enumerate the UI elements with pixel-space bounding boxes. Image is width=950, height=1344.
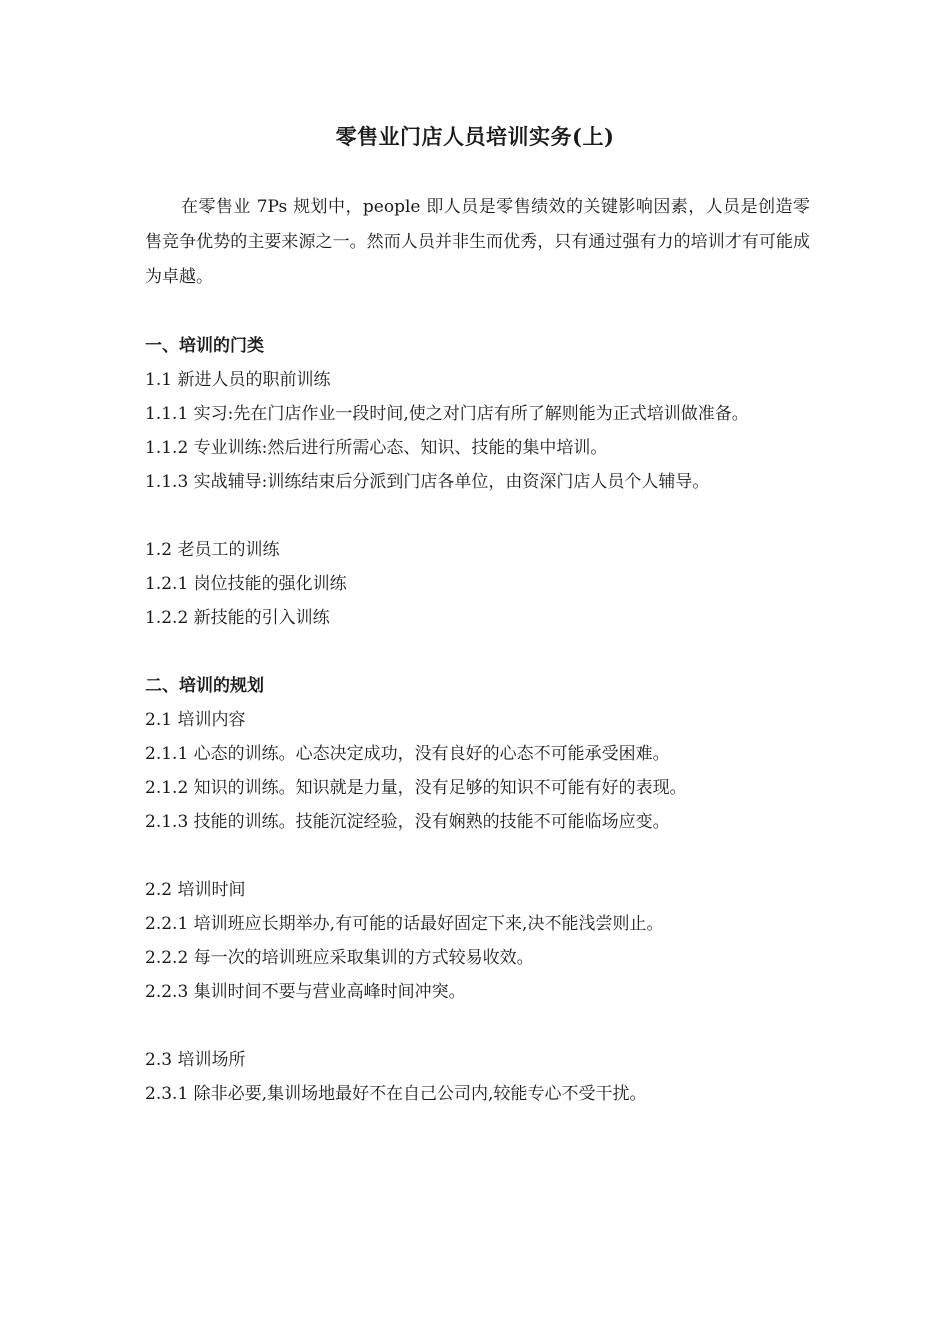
list-item: 2.1.3 技能的训练。技能沉淀经验，没有娴熟的技能不可能临场应变。	[145, 812, 670, 832]
section-heading: 一、培训的门类	[145, 336, 264, 356]
spacer	[145, 1009, 810, 1043]
intro-paragraph: 在零售业 7Ps 规划中，people 即人员是零售绩效的关键影响因素，人员是创造零售竞争优势的主要来源之一。然而人员并非生而优秀，只有通过强有力的培训才有可能成为卓越。	[145, 197, 810, 287]
list-item: 1.1.3 实战辅导:训练结束后分派到门店各单位，由资深门店人员个人辅导。	[145, 472, 710, 492]
list-item: 2.1.1 心态的训练。心态决定成功，没有良好的心态不可能承受困难。	[145, 744, 670, 764]
spacer	[145, 295, 810, 329]
list-item: 2.2.1 培训班应长期举办,有可能的话最好固定下来,决不能浅尝则止。	[145, 914, 664, 934]
subsection-heading: 2.3 培训场所	[145, 1050, 246, 1070]
list-item: 1.1.2 专业训练:然后进行所需心态、知识、技能的集中培训。	[145, 438, 608, 458]
subsection-heading: 1.1 新进人员的职前训练	[145, 370, 331, 390]
subsection-heading: 1.2 老员工的训练	[145, 540, 280, 560]
spacer	[145, 839, 810, 873]
list-item: 1.2.2 新技能的引入训练	[145, 608, 330, 628]
list-item: 1.1.1 实习:先在门店作业一段时间,使之对门店有所了解则能为正式培训做准备。	[145, 404, 749, 424]
list-item: 2.2.2 每一次的培训班应采取集训的方式较易收效。	[145, 948, 534, 968]
section-heading: 二、培训的规划	[145, 676, 264, 696]
list-item: 2.2.3 集训时间不要与营业高峰时间冲突。	[145, 982, 466, 1002]
document-body	[145, 190, 810, 1111]
spacer	[145, 499, 810, 533]
list-item: 2.1.2 知识的训练。知识就是力量，没有足够的知识不可能有好的表现。	[145, 778, 687, 798]
list-item: 1.2.1 岗位技能的强化训练	[145, 574, 347, 594]
list-item: 2.3.1 除非必要,集训场地最好不在自己公司内,较能专心不受干扰。	[145, 1084, 647, 1104]
spacer	[145, 635, 810, 669]
document-title: 零售业门店人员培训实务(上)	[335, 124, 615, 149]
subsection-heading: 2.2 培训时间	[145, 880, 246, 900]
subsection-heading: 2.1 培训内容	[145, 710, 246, 730]
